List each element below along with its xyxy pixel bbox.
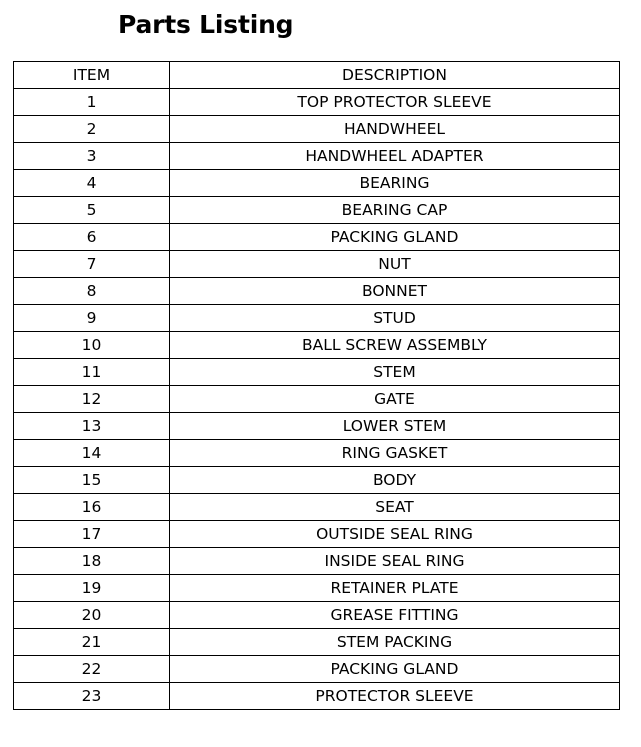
table-row	[14, 602, 620, 629]
table-row	[14, 116, 620, 143]
table-row	[14, 197, 620, 224]
item-number-cell: 15	[14, 467, 170, 494]
table-row	[14, 332, 620, 359]
description-cell: OUTSIDE SEAL RING	[170, 521, 620, 548]
header-item: ITEM	[14, 62, 170, 89]
table-row	[14, 224, 620, 251]
table-row	[14, 278, 620, 305]
description-cell: STEM	[170, 359, 620, 386]
item-number-cell: 12	[14, 386, 170, 413]
table-row	[14, 548, 620, 575]
table-row	[14, 359, 620, 386]
description-cell: RETAINER PLATE	[170, 575, 620, 602]
table-row	[14, 386, 620, 413]
item-number-cell: 22	[14, 656, 170, 683]
table-row	[14, 170, 620, 197]
table-row	[14, 683, 620, 710]
table-row	[14, 467, 620, 494]
description-cell: PROTECTOR SLEEVE	[170, 683, 620, 710]
description-cell: HANDWHEEL ADAPTER	[170, 143, 620, 170]
item-number-cell: 10	[14, 332, 170, 359]
header-description: DESCRIPTION	[170, 62, 620, 89]
description-cell: BALL SCREW ASSEMBLY	[170, 332, 620, 359]
header-row	[14, 62, 620, 89]
description-cell: PACKING GLAND	[170, 224, 620, 251]
description-cell: NUT	[170, 251, 620, 278]
table-row	[14, 89, 620, 116]
item-number-cell: 1	[14, 89, 170, 116]
table-row	[14, 305, 620, 332]
item-number-cell: 3	[14, 143, 170, 170]
description-cell: LOWER STEM	[170, 413, 620, 440]
description-cell: HANDWHEEL	[170, 116, 620, 143]
description-cell: BONNET	[170, 278, 620, 305]
item-number-cell: 16	[14, 494, 170, 521]
description-cell: RING GASKET	[170, 440, 620, 467]
table-row	[14, 494, 620, 521]
item-number-cell: 23	[14, 683, 170, 710]
table-row	[14, 413, 620, 440]
description-cell: BODY	[170, 467, 620, 494]
table-row	[14, 143, 620, 170]
item-number-cell: 17	[14, 521, 170, 548]
description-cell: GREASE FITTING	[170, 602, 620, 629]
description-cell: STEM PACKING	[170, 629, 620, 656]
description-cell: BEARING CAP	[170, 197, 620, 224]
table-row	[14, 575, 620, 602]
item-number-cell: 21	[14, 629, 170, 656]
description-cell: STUD	[170, 305, 620, 332]
item-number-cell: 19	[14, 575, 170, 602]
item-number-cell: 8	[14, 278, 170, 305]
item-number-cell: 4	[14, 170, 170, 197]
table-row	[14, 656, 620, 683]
item-number-cell: 11	[14, 359, 170, 386]
description-cell: SEAT	[170, 494, 620, 521]
item-number-cell: 9	[14, 305, 170, 332]
item-number-cell: 7	[14, 251, 170, 278]
item-number-cell: 20	[14, 602, 170, 629]
parts-table	[13, 61, 620, 710]
parts-table-header	[14, 62, 620, 89]
item-number-cell: 13	[14, 413, 170, 440]
item-number-cell: 2	[14, 116, 170, 143]
item-number-cell: 14	[14, 440, 170, 467]
description-cell: GATE	[170, 386, 620, 413]
table-row	[14, 251, 620, 278]
parts-table-body	[14, 89, 620, 710]
page-title: Parts Listing	[118, 10, 294, 39]
item-number-cell: 6	[14, 224, 170, 251]
item-number-cell: 5	[14, 197, 170, 224]
description-cell: TOP PROTECTOR SLEEVE	[170, 89, 620, 116]
table-row	[14, 629, 620, 656]
item-number-cell: 18	[14, 548, 170, 575]
table-row	[14, 521, 620, 548]
description-cell: INSIDE SEAL RING	[170, 548, 620, 575]
table-row	[14, 440, 620, 467]
description-cell: PACKING GLAND	[170, 656, 620, 683]
description-cell: BEARING	[170, 170, 620, 197]
